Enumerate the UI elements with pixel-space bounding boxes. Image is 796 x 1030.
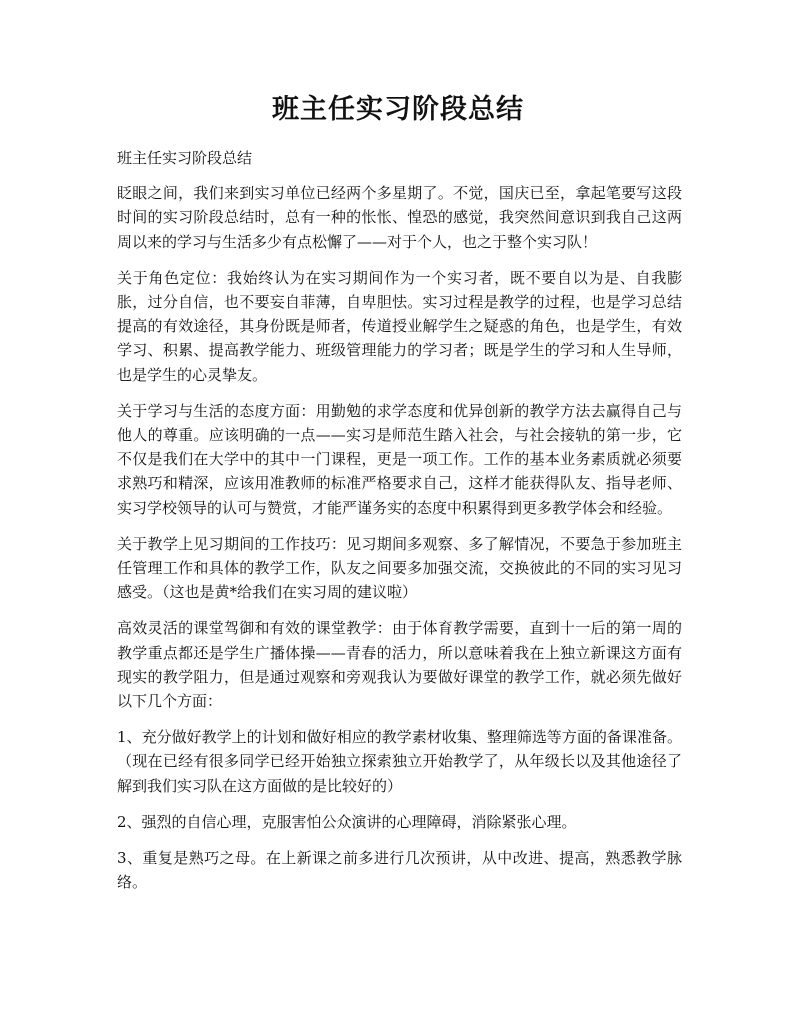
list-item-3: 3、重复是熟巧之母。在上新课之前多进行几次预讲，从中改进、提高，熟悉教学脉络。 [117,849,682,892]
document-body [117,146,682,906]
role-positioning-paragraph: 关于角色定位：我始终认为在实习期间作为一个实习者，既不要自以为是、自我膨胀，过分自信，也不要妄自菲薄，自卑胆怯。实习过程是教学的过程，也是学习总结提高的有效途径，其身份既是师者，传道授业解学生之疑惑的角色，也是学生，有效学习、积累、提高教学能力、班级管理能力的学习者；既是学生的学习和人生导师，也是学生的心灵挚友。 [117,268,682,384]
observation-skills-paragraph: 关于教学上见习期间的工作技巧：见习期间多观察、多了解情况，不要急于参加班主任管理工作和具体的教学工作，队友之间要多加强交流，交换彼此的不同的实习见习感受。（这也是黄*给我们在实习周的建议啦） [117,534,682,602]
subtitle-paragraph: 班主任实习阶段总结 [117,149,253,167]
list-item-1: 1、充分做好教学上的计划和做好相应的教学素材收集、整理筛选等方面的备课准备。（现在已经有很多同学已经开始独立探索独立开始教学了，从年级长以及其他途径了解到我们实习队在这方面做的是比较好的） [117,728,682,795]
list-item-2: 2、强烈的自信心理，克服害怕公众演讲的心理障碍，消除紧张心理。 [117,812,577,831]
classroom-teaching-paragraph: 高效灵活的课堂驾御和有效的课堂教学：由于体育教学需要，直到十一后的第一周的教学重点都还是学生广播体操——青春的活力，所以意味着我在上独立新课这方面有现实的教学阻力，但是通过观察和旁观我认为要做好课堂的教学工作，就必须先做好以下几个方面： [117,619,682,711]
document-title: 班主任实习阶段总结 [272,94,524,125]
intro-paragraph: 眨眼之间，我们来到实习单位已经两个多星期了。不觉，国庆已至，拿起笔要写这段时间的实习阶段总结时，总有一种的怅怅、惶恐的感觉，我突然间意识到我自己这两周以来的学习与生活多少有点松懈了——对于个人，也之于整个实习队！ [117,184,682,251]
study-life-attitude-paragraph: 关于学习与生活的态度方面：用勤勉的求学态度和优异创新的教学方法去赢得自己与他人的尊重。应该明确的一点——实习是师范生踏入社会，与社会接轨的第一步，它不仅是我们在大学中的其中一门课程，更是一项工作。工作的基本业务素质就必须要求熟巧和精深，应该用准教师的标准严格要求自己，这样才能获得队友、指导老师、实习学校领导的认可与赞赏，才能严谨务实的态度中积累得到更多教学体会和经验。 [117,401,682,517]
